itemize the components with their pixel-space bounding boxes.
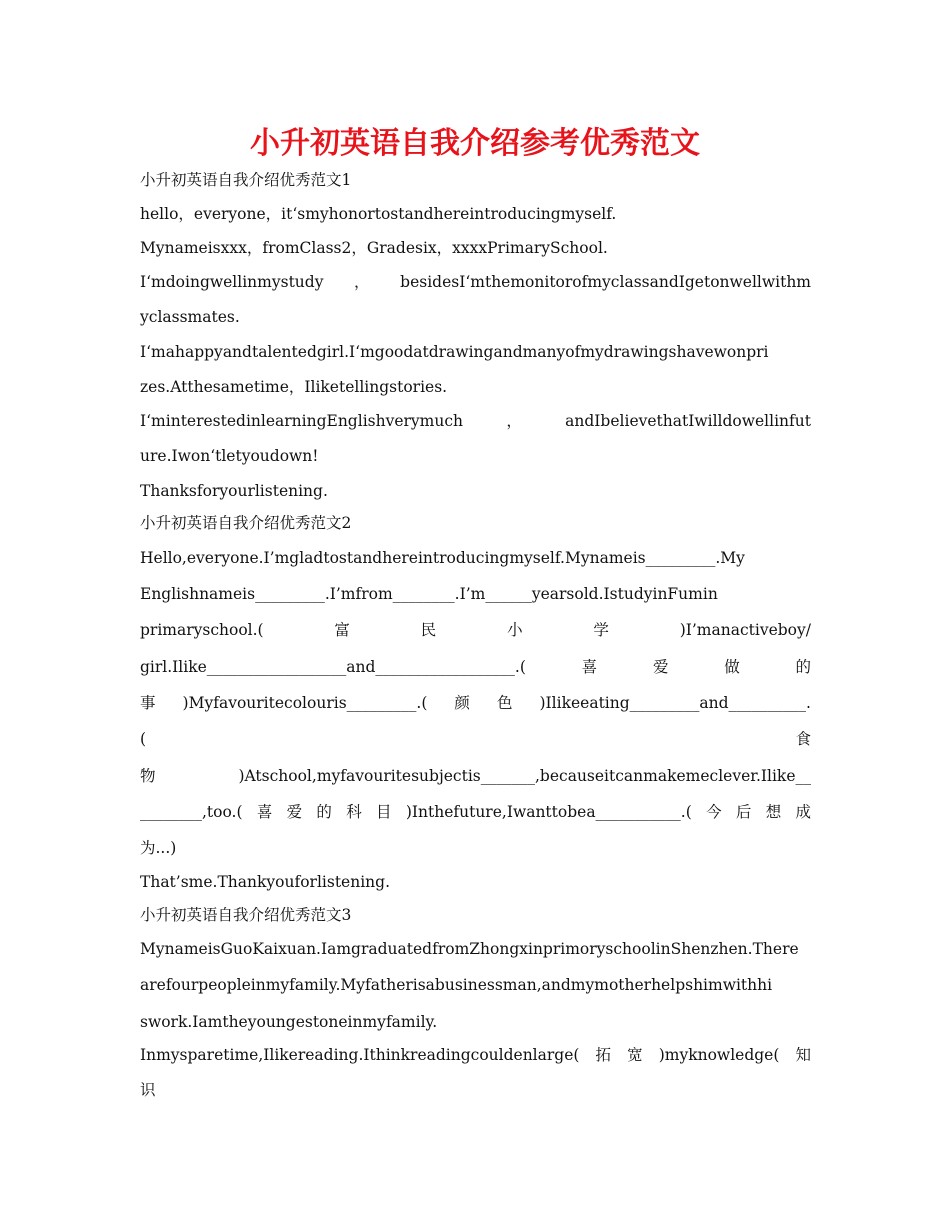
body-line: 为...) xyxy=(140,839,177,857)
essay-1-heading: 小升初英语自我介绍优秀范文1 xyxy=(140,171,352,189)
body-line: yclassmates. xyxy=(140,308,240,326)
body-line: MynameisGuoKaixuan.IamgraduatedfromZhongxinprimoryschoolinShenzhen.There xyxy=(140,940,799,958)
body-line: ure.Iwon‘tletyoudown! xyxy=(140,447,319,465)
essay-3-heading: 小升初英语自我介绍优秀范文3 xyxy=(140,906,352,924)
body-line: Hello,everyone.I’mgladtostandhereintroducingmyself.Mynameis_________.My xyxy=(140,549,745,567)
body-line: ( 食 xyxy=(140,730,811,748)
body-line: swork.Iamtheyoungestoneinmyfamily. xyxy=(140,1013,438,1031)
body-line: zes.Atthesametime，Iliketellingstories. xyxy=(140,378,448,396)
body-line: ________,too.(喜爱的科目)Inthefuture,Iwanttobea___________.(今后想成 xyxy=(140,803,811,821)
body-line: Inmysparetime,Ilikereading.Ithinkreadingcouldenlarge(拓宽)myknowledge(知 xyxy=(140,1046,811,1064)
essay-2-heading: 小升初英语自我介绍优秀范文2 xyxy=(140,514,352,532)
body-line: primaryschool.( 富 民 小 学 )I’manactiveboy/ xyxy=(140,621,811,639)
body-line: That’sme.Thankyouforlistening. xyxy=(140,873,390,891)
body-line: I‘mahappyandtalentedgirl.I‘mgoodatdrawingandmanyofmydrawingshavewonpri xyxy=(140,343,769,361)
body-line: 事)Myfavouritecolouris_________.(颜色)Ilikeeating_________and__________. xyxy=(140,694,811,712)
body-line: girl.Ilike__________________and__________________.( 喜 爱 做 的 xyxy=(140,658,811,676)
body-line: arefourpeopleinmyfamily.Myfatherisabusinessman,andmymotherhelpshimwithhi xyxy=(140,976,773,994)
document-title: 小升初英语自我介绍参考优秀范文 xyxy=(250,126,700,161)
body-line: 识 xyxy=(140,1081,156,1099)
body-line: Thanksforyourlistening. xyxy=(140,482,328,500)
body-line: I‘minterestedinlearningEnglishverymuch，andIbelievethatIwilldowellinfut xyxy=(140,412,811,430)
body-line: Englishnameis_________.I’mfrom________.I’m______yearsold.IstudyinFumin xyxy=(140,585,718,603)
body-line: I‘mdoingwellinmystudy，besidesI‘mthemonitorofmyclassandIgetonwellwithm xyxy=(140,273,811,291)
body-line: hello，everyone，it‘smyhonortostandhereintroducingmyself. xyxy=(140,205,617,223)
body-line: Mynameisxxx，fromClass2，Gradesix，xxxxPrimarySchool. xyxy=(140,239,608,257)
body-line: 物)Atschool,myfavouritesubjectis_______,becauseitcanmakemeclever.Ilike__ xyxy=(140,767,811,785)
